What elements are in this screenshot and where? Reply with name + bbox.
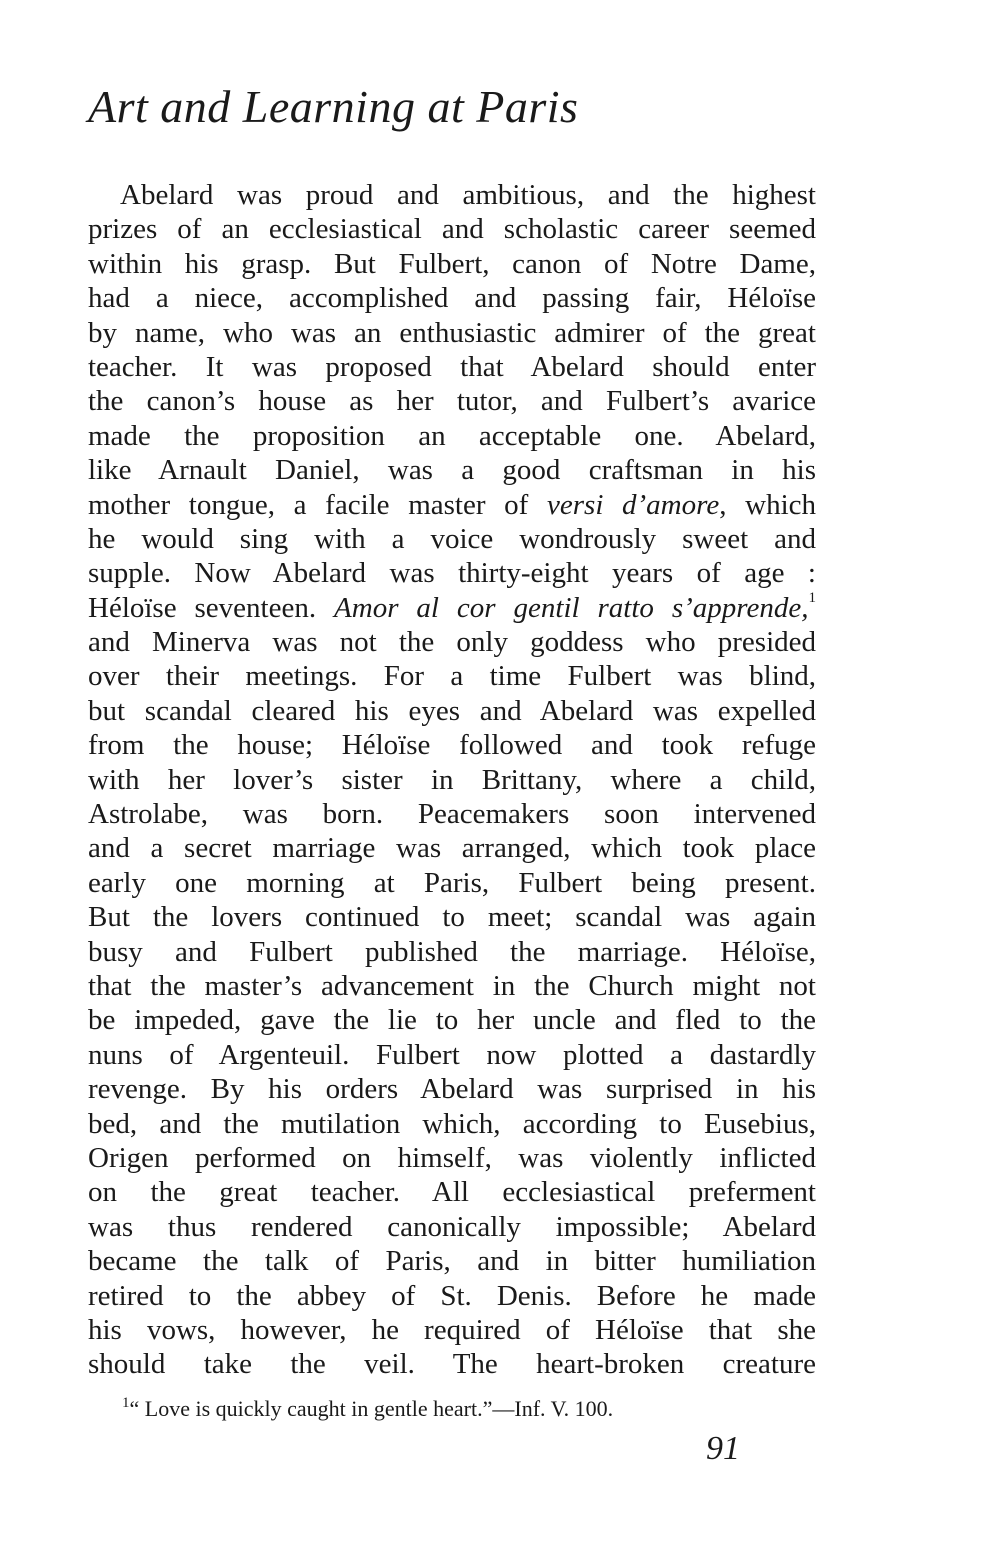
- line-10-end: , which: [719, 488, 816, 521]
- footnote-reference: 1: [808, 589, 816, 606]
- text-line-12: supple. Now Abelard was thirty-eight years of age :: [88, 557, 816, 590]
- page-number: 91: [706, 1430, 740, 1467]
- italic-quote-amor: Amor al cor gentil ratto s’apprende,: [334, 591, 809, 624]
- text-line-9: like Arnault Daniel, was a good craftsman in his: [88, 454, 816, 487]
- text-line-32: became the talk of Paris, and in bitter humiliation: [88, 1245, 816, 1278]
- line-13-start: Héloïse seventeen.: [88, 591, 335, 624]
- text-line-14: and Minerva was not the only goddess who presided: [88, 626, 816, 659]
- text-line-24: that the master’s advancement in the Church might not: [88, 969, 816, 1002]
- text-line-29: Origen performed on himself, was violently inflicted: [88, 1141, 816, 1174]
- footnote-text: “ Love is quickly caught in gentle heart.”—Inf. V. 100.: [129, 1396, 614, 1421]
- text-line-25: be impeded, gave the lie to her uncle and fled to the: [88, 1004, 816, 1037]
- text-line-3: within his grasp. But Fulbert, canon of Notre Dame,: [88, 247, 816, 280]
- text-line-27: revenge. By his orders Abelard was surprised in his: [88, 1073, 816, 1106]
- text-line-18: with her lover’s sister in Brittany, where a child,: [88, 763, 816, 796]
- text-line-35: should take the veil. The heart-broken creature: [88, 1348, 816, 1381]
- text-line-34: his vows, however, he required of Héloïse that she: [88, 1313, 816, 1346]
- text-line-11: he would sing with a voice wondrously sweet and: [88, 522, 816, 555]
- text-line-23: busy and Fulbert published the marriage. Héloïse,: [88, 935, 816, 968]
- text-line-2: prizes of an ecclesiastical and scholastic career seemed: [88, 213, 816, 246]
- text-line-22: But the lovers continued to meet; scandal was again: [88, 901, 816, 934]
- text-line-15: over their meetings. For a time Fulbert was blind,: [88, 660, 816, 693]
- text-line-21: early one morning at Paris, Fulbert being present.: [88, 866, 816, 899]
- text-line-19: Astrolabe, was born. Peacemakers soon intervened: [88, 798, 816, 831]
- footnote: [122, 1396, 613, 1422]
- text-line-30: on the great teacher. All ecclesiastical preferment: [88, 1176, 816, 1209]
- italic-phrase-versi-damore: versi d’amore: [547, 488, 720, 521]
- text-line-8: made the proposition an acceptable one. Abelard,: [88, 419, 816, 452]
- text-line-10: [88, 488, 816, 522]
- line-10-start: mother tongue, a facile master of: [88, 488, 547, 521]
- text-line-31: was thus rendered canonically impossible; Abelard: [88, 1210, 816, 1243]
- text-line-20: and a secret marriage was arranged, which took place: [88, 832, 816, 865]
- text-line-5: by name, who was an enthusiastic admirer of the great: [88, 316, 816, 349]
- running-header: Art and Learning at Paris: [88, 81, 579, 132]
- text-line-28: bed, and the mutilation which, according to Eusebius,: [88, 1107, 816, 1140]
- text-line-26: nuns of Argenteuil. Fulbert now plotted a dastardly: [88, 1038, 816, 1071]
- text-line-16: but scandal cleared his eyes and Abelard was expelled: [88, 694, 816, 727]
- text-line-13: [88, 591, 816, 625]
- footnote-mark: 1: [122, 1395, 130, 1411]
- text-line-1: Abelard was proud and ambitious, and the highest: [120, 179, 816, 211]
- body-text: [88, 178, 816, 1382]
- text-line-33: retired to the abbey of St. Denis. Before he made: [88, 1279, 816, 1312]
- text-line-4: had a niece, accomplished and passing fair, Héloïse: [88, 282, 816, 315]
- text-line-7: the canon’s house as her tutor, and Fulbert’s avarice: [88, 385, 816, 418]
- text-line-6: teacher. It was proposed that Abelard should enter: [88, 350, 816, 383]
- text-line-17: from the house; Héloïse followed and took refuge: [88, 729, 816, 762]
